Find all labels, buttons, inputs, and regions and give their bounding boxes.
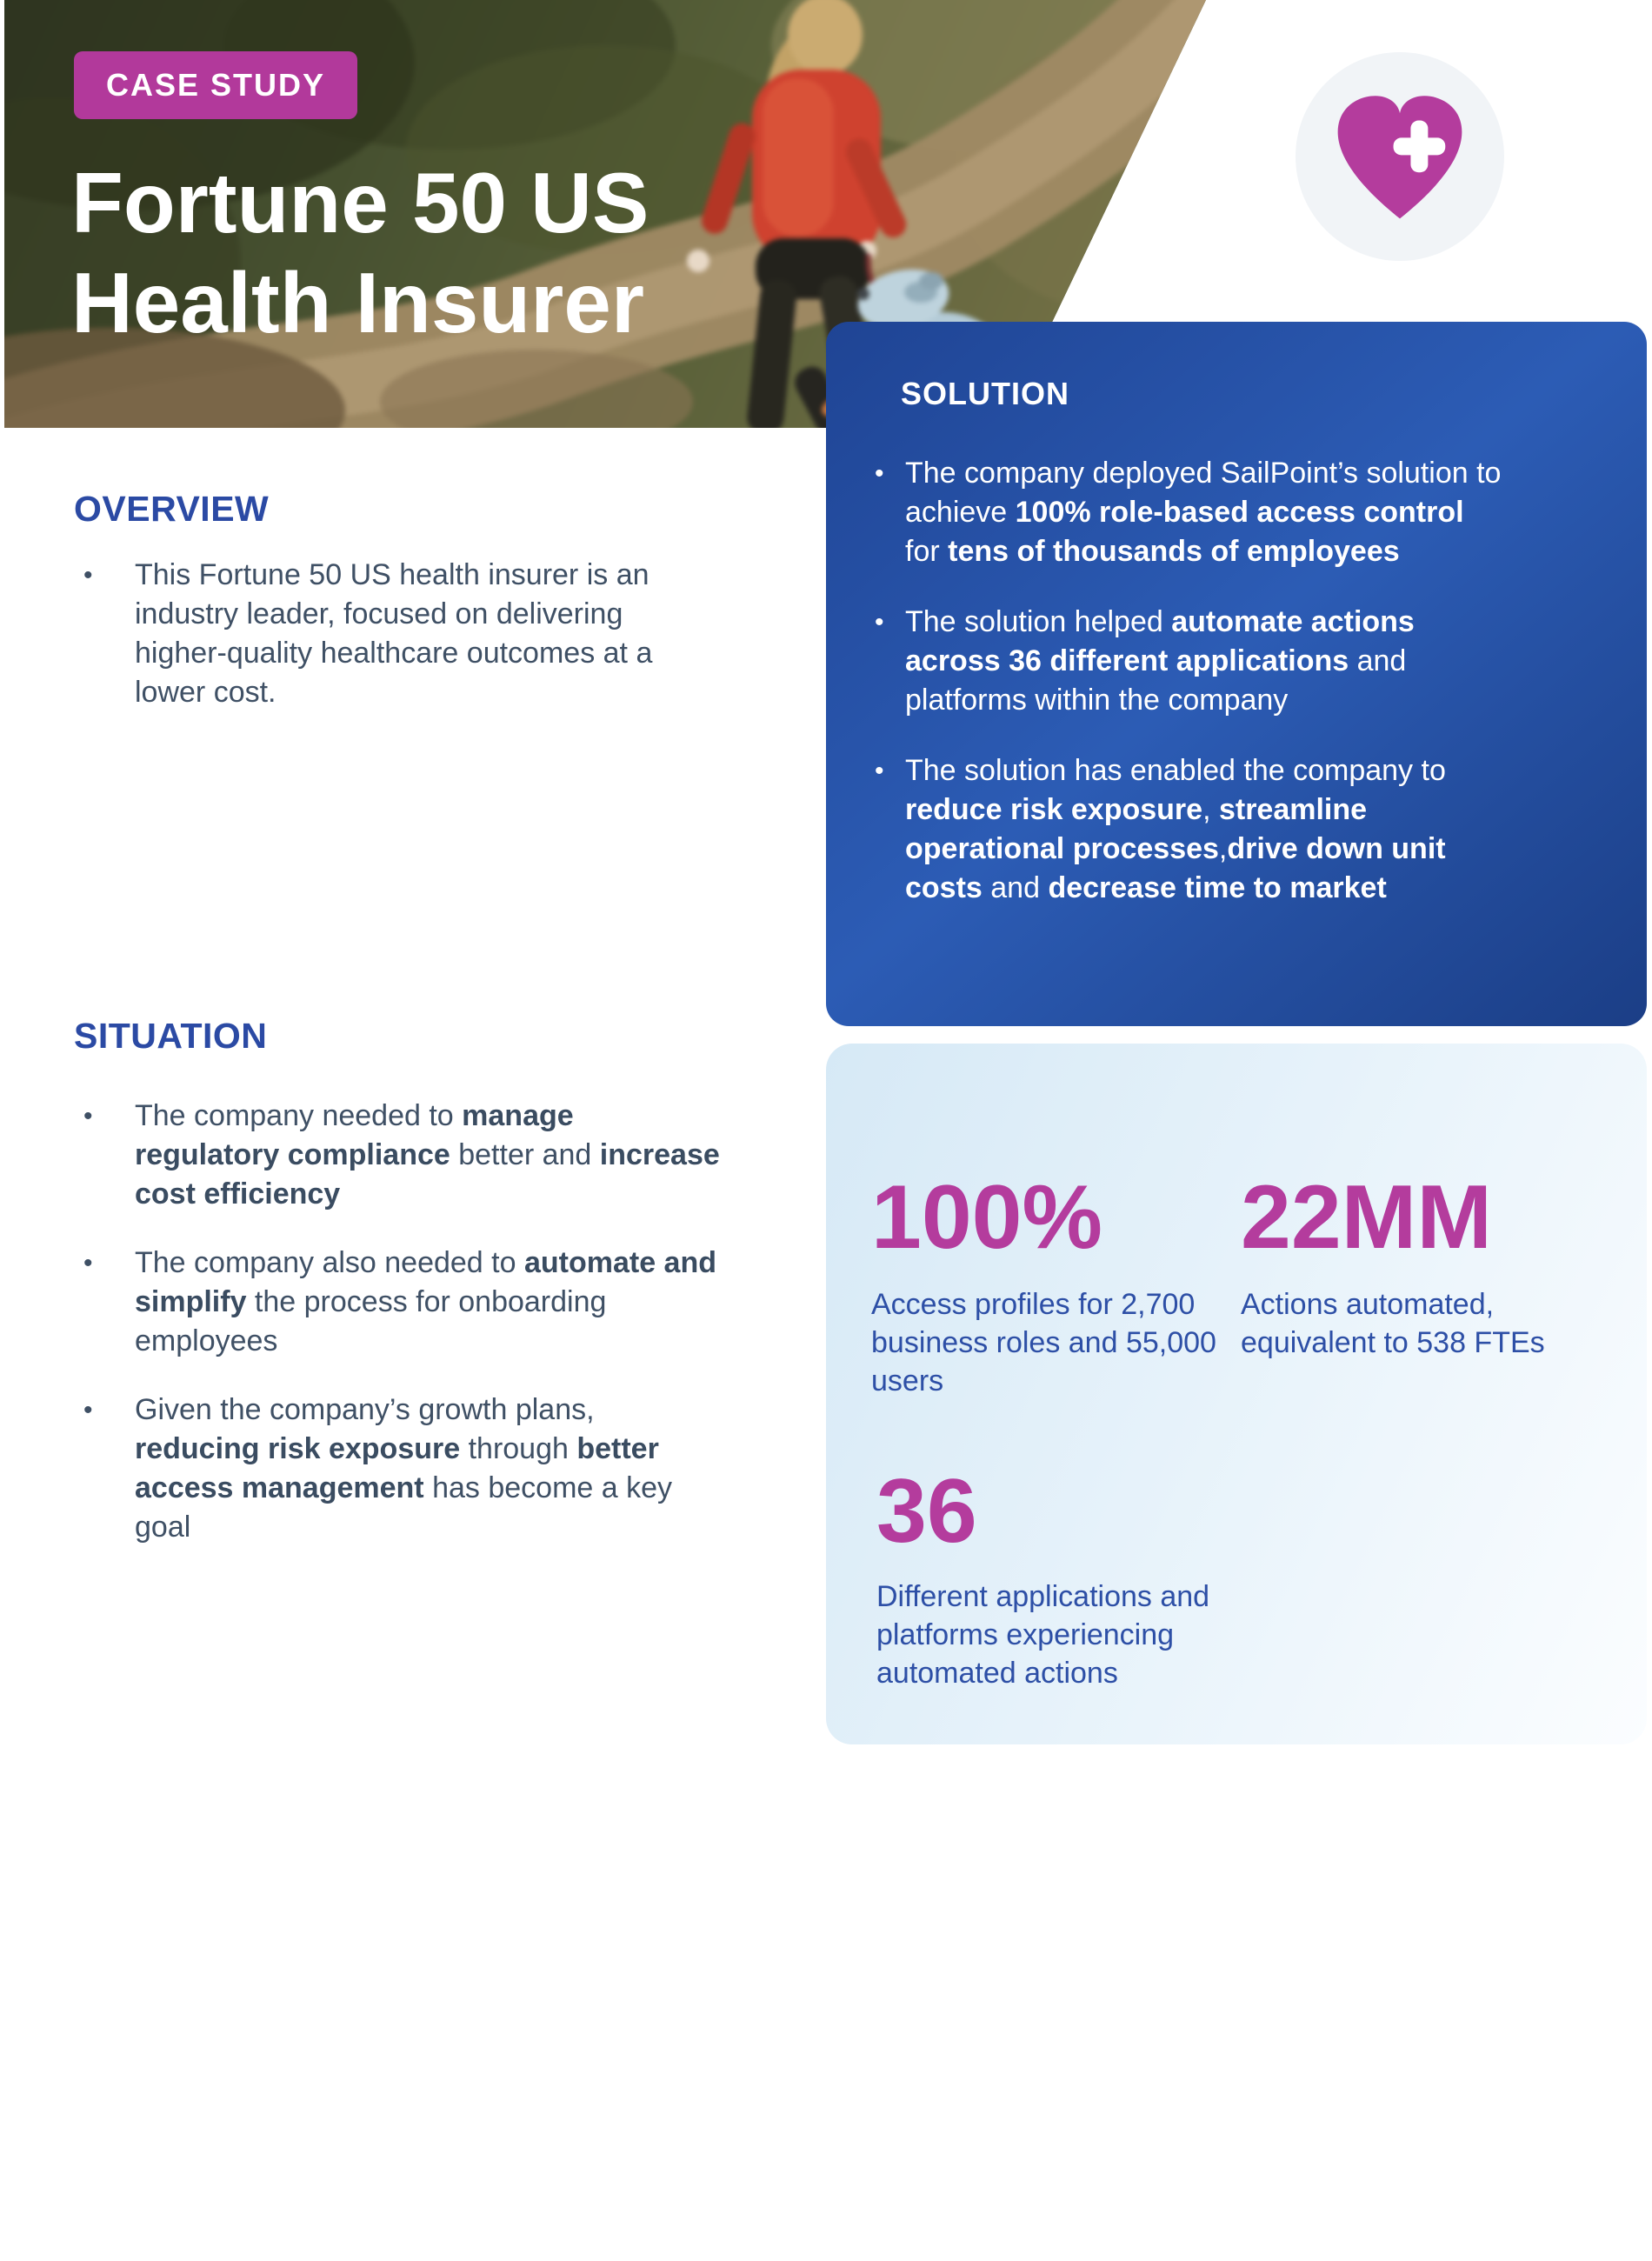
situation-heading: SITUATION [74, 1016, 268, 1056]
bullet-item [83, 556, 722, 712]
bullet-dot: • [83, 1249, 93, 1277]
stats-grid [871, 1167, 1621, 1692]
page-title [71, 153, 649, 352]
heart-plus-icon [1328, 89, 1472, 224]
overview-section [74, 489, 722, 712]
overview-bullet-list [74, 556, 722, 712]
page-title-line1: Fortune 50 US [71, 155, 649, 250]
bullet-item [875, 454, 1612, 571]
overview-heading: OVERVIEW [74, 489, 270, 529]
bullet-dot: • [83, 1396, 93, 1424]
bullet-item [83, 1097, 722, 1214]
bullet-dot: • [83, 1102, 93, 1130]
case-study-badge-label: CASE STUDY [105, 67, 326, 103]
stat-value: 22MM [1241, 1167, 1492, 1268]
bullet-text: The solution helped automate actions across 36 different applications and platforms within the company [905, 605, 1415, 717]
stat-label: Actions automated, equivalent to 538 FTEs [1241, 1288, 1545, 1359]
results-stats-panel [826, 1044, 1647, 1744]
situation-section [74, 1016, 722, 1547]
solution-panel [826, 322, 1647, 1026]
bullet-text: This Fortune 50 US health insurer is an industry leader, focused on delivering higher-quality healthcare outcomes at a lower cost. [135, 558, 653, 709]
bullet-dot: • [875, 459, 884, 488]
bullet-dot: • [83, 561, 93, 590]
stat-label: Different applications and platforms experiencing automated actions [876, 1580, 1210, 1690]
bullet-text: The company deployed SailPoint’s solution to achieve 100% role-based access control for tens of thousands of employees [905, 457, 1502, 568]
bullet-item [83, 1244, 722, 1361]
bullet-dot: • [875, 608, 884, 637]
stat-value: 100% [871, 1167, 1102, 1268]
solution-bullet-list [875, 454, 1612, 908]
stat-value: 36 [876, 1461, 977, 1562]
bullet-text: The company also needed to automate and simplify the process for onboarding employees [135, 1246, 717, 1357]
heart-plus-badge [1296, 52, 1504, 261]
bullet-item [83, 1391, 722, 1547]
solution-heading: SOLUTION [901, 376, 1069, 411]
stat-access-profiles [871, 1167, 1241, 1400]
bullet-item [875, 603, 1612, 720]
stat-applications [876, 1461, 1621, 1692]
bullet-text: The solution has enabled the company to reduce risk exposure, streamline operational processes,drive down unit costs and decrease time to market [905, 754, 1446, 904]
bullet-text: Given the company’s growth plans, reducing risk exposure through better access management has become a key goal [135, 1393, 673, 1544]
page-title-line2: Health Insurer [71, 254, 644, 350]
bullet-item [875, 751, 1612, 908]
situation-bullet-list [74, 1097, 722, 1547]
case-study-badge [74, 51, 357, 119]
bullet-dot: • [875, 757, 884, 785]
stat-actions-automated [1241, 1167, 1621, 1400]
stat-label: Access profiles for 2,700 business roles and 55,000 users [871, 1288, 1216, 1397]
bullet-text: The company needed to manage regulatory compliance better and increase cost efficiency [135, 1099, 720, 1211]
